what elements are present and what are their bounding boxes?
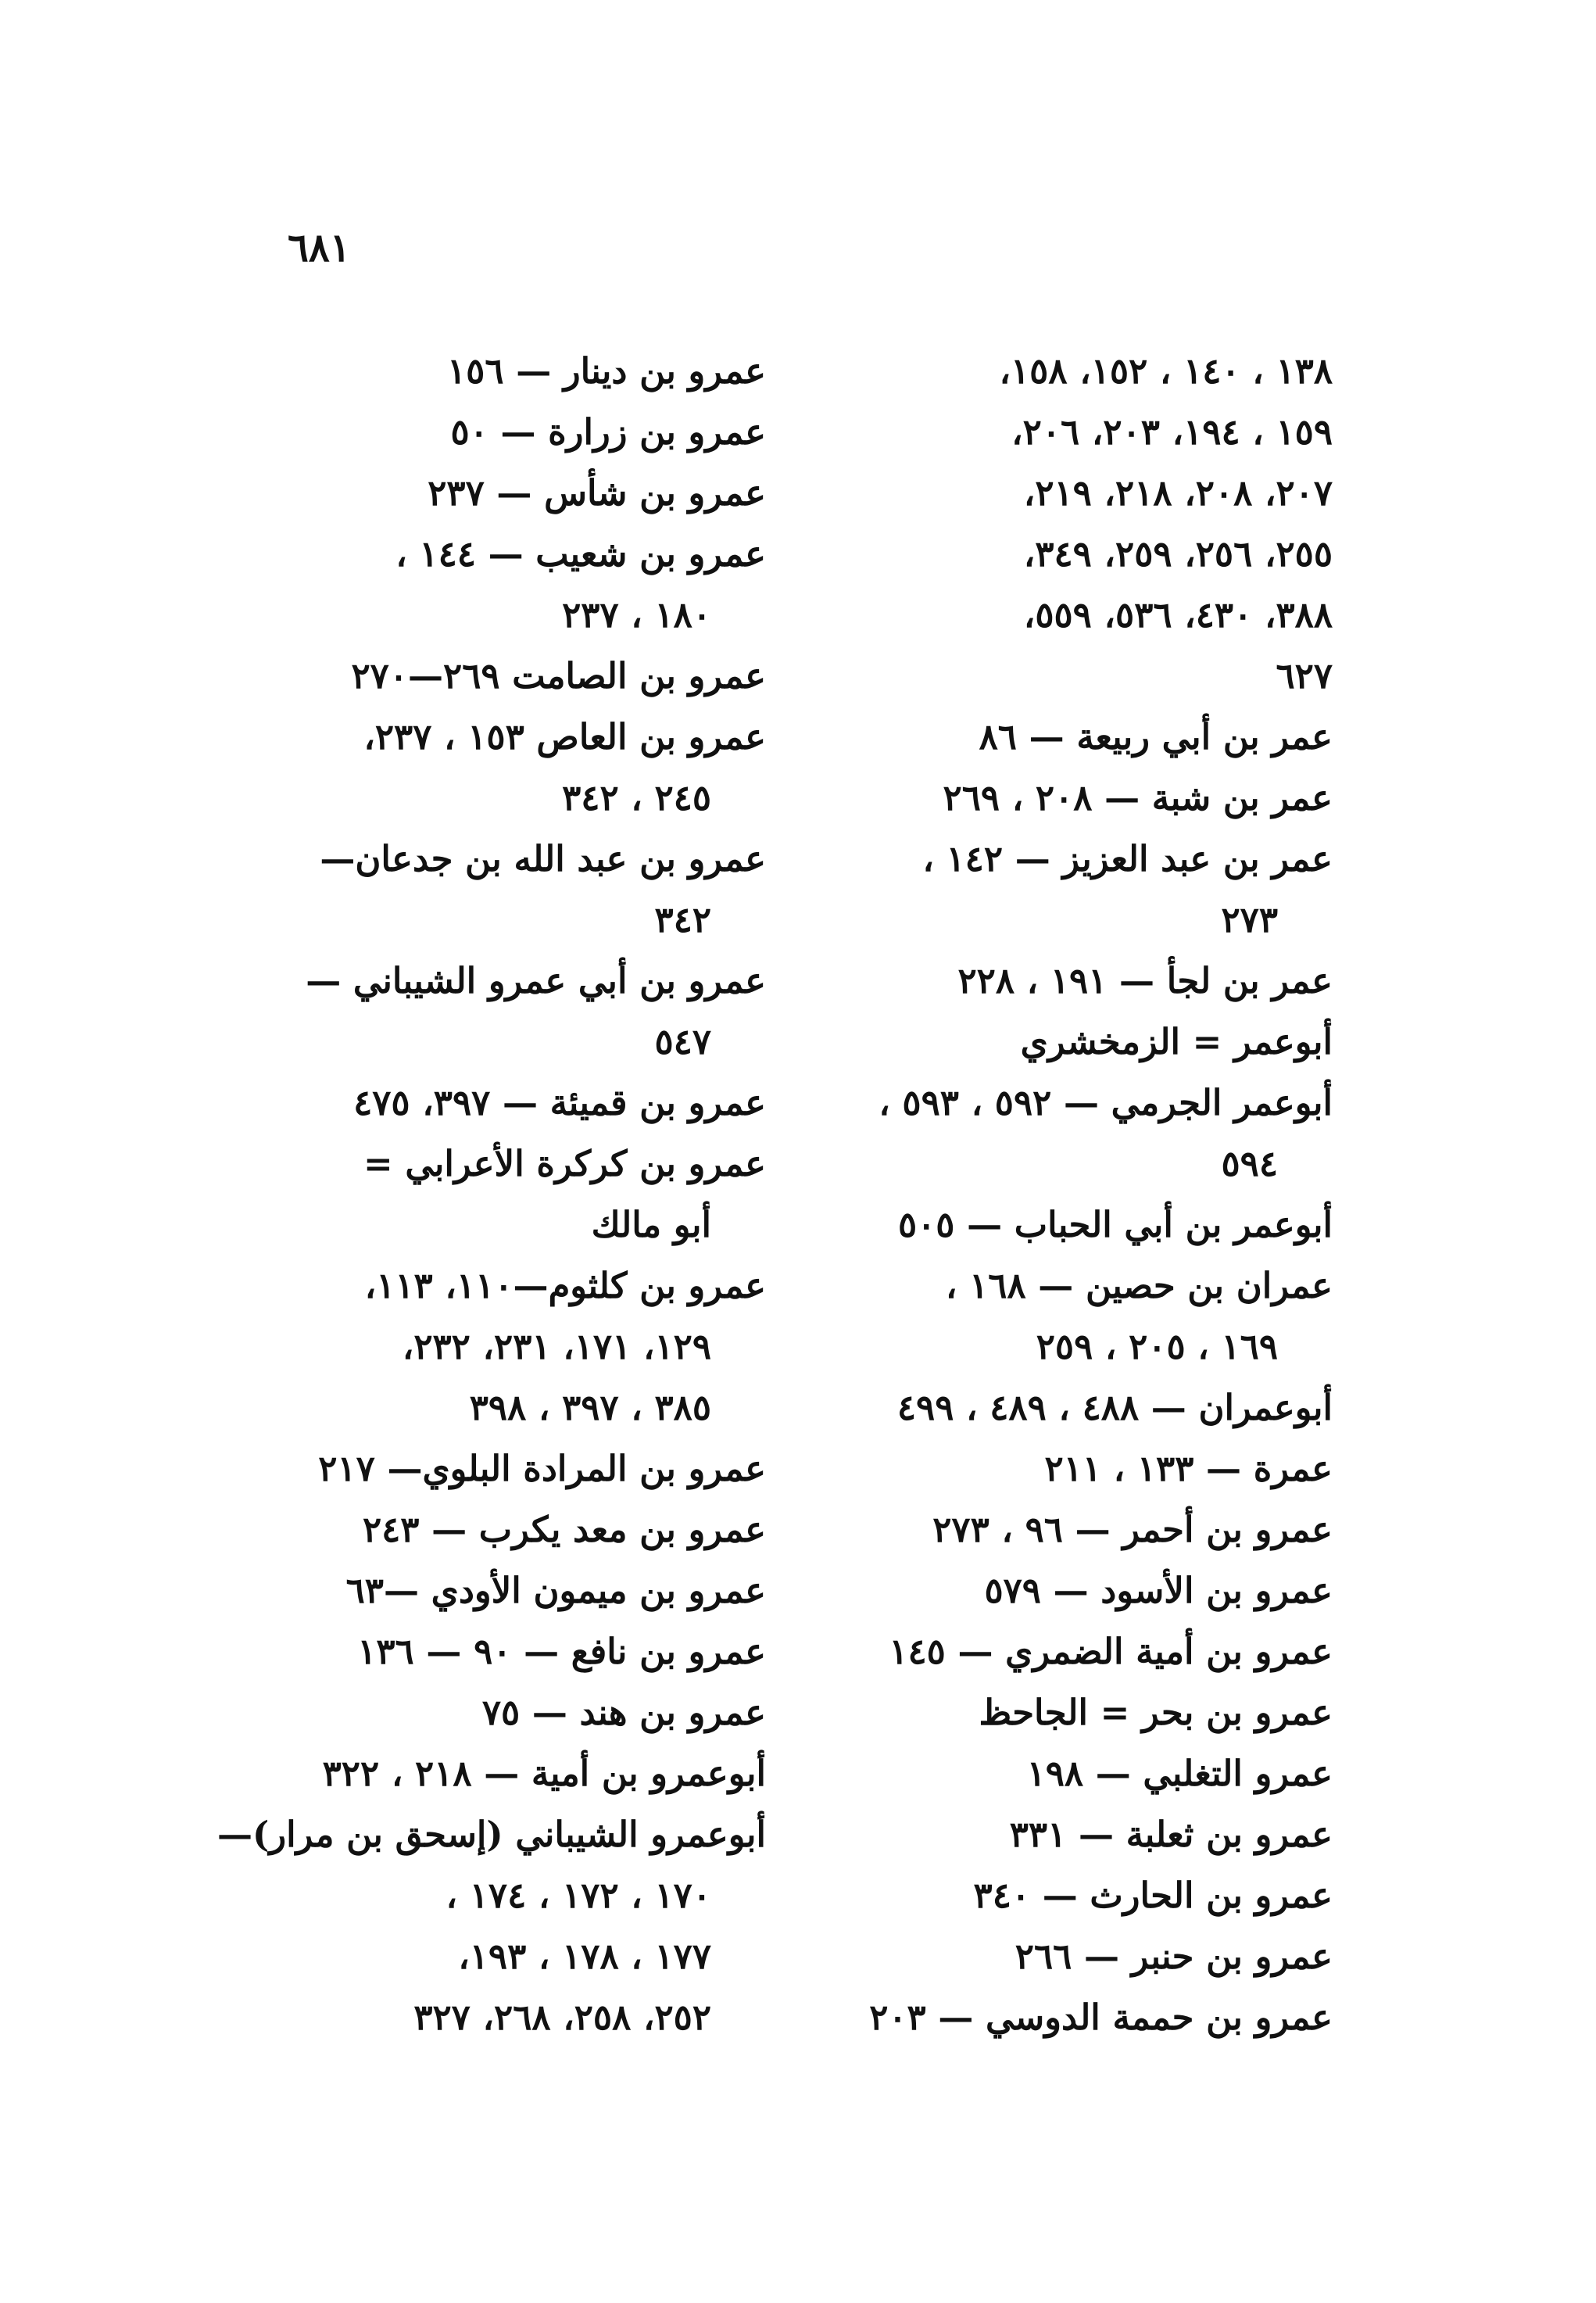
index-entry-line bbox=[805, 1682, 1333, 1743]
entry-continuation: ٢٥٢، ٢٥٨، ٢٦٨، ٣٢٧ bbox=[413, 1997, 711, 2038]
index-entry-line bbox=[805, 1438, 1333, 1499]
index-entry-line bbox=[281, 524, 766, 585]
index-entry-line bbox=[281, 1012, 766, 1073]
index-entry-line bbox=[805, 463, 1333, 524]
entry-continuation: ٢٧٣ bbox=[1221, 899, 1278, 940]
index-entry-line bbox=[281, 768, 766, 829]
index-entry-line bbox=[281, 1255, 766, 1316]
index-entry-line bbox=[281, 951, 766, 1012]
entry-prefix: أبو bbox=[1294, 1387, 1333, 1428]
index-entry-line bbox=[805, 1804, 1333, 1865]
entry-continuation: أبو مالك bbox=[591, 1204, 711, 1245]
index-entry-line bbox=[805, 707, 1333, 768]
index-entry-line bbox=[281, 829, 766, 890]
index-entry-line bbox=[281, 646, 766, 707]
index-entry-line bbox=[805, 1621, 1333, 1682]
index-entry-line bbox=[281, 341, 766, 402]
index-entry-line bbox=[805, 402, 1333, 463]
index-entry-line bbox=[281, 585, 766, 646]
index-entry-line bbox=[281, 707, 766, 768]
entry-continuation: ١٦٩ ، ٢٠٥ ، ٢٥٩ bbox=[1036, 1326, 1278, 1367]
entry-text: عمر بن أبي الحباب — ٥٠٥ bbox=[897, 1204, 1295, 1245]
entry-text: ٦٢٧ bbox=[1276, 655, 1333, 697]
entry-prefix: أبو bbox=[1294, 1082, 1333, 1123]
index-entry-line bbox=[805, 1987, 1333, 2048]
index-entry-line bbox=[281, 890, 766, 951]
entry-prefix: أبو bbox=[728, 1753, 766, 1794]
index-column-left bbox=[217, 341, 766, 2048]
entry-text: عمرو بن كركرة الأعرابي = bbox=[363, 1143, 766, 1184]
entry-text: عمرو بن المرادة البلوي— ٢١٧ bbox=[318, 1448, 766, 1489]
entry-text: عمرو بن دينار — ١٥٦ bbox=[447, 350, 766, 392]
index-entry-line bbox=[281, 1926, 766, 1987]
index-entry-line bbox=[805, 1073, 1333, 1134]
entry-prefix: أبو bbox=[1294, 1021, 1333, 1062]
page-number: ٦٨١ bbox=[288, 224, 351, 270]
index-entry-line bbox=[281, 1499, 766, 1560]
entry-text: عمرو بن شأس — ٢٣٧ bbox=[428, 472, 766, 514]
index-entry-line bbox=[281, 1621, 766, 1682]
index-entry-line bbox=[281, 1134, 766, 1194]
index-entry-line bbox=[805, 829, 1333, 890]
index-entry-line bbox=[281, 1987, 766, 2048]
entry-text: عمرو بن أمية — ٢١٨ ، ٣٢٢ bbox=[322, 1753, 728, 1794]
index-entry-line bbox=[281, 1316, 766, 1377]
entry-text: عمرو بن الصامت ٢٦٩—٢٧٠ bbox=[351, 655, 766, 697]
index-entry-line bbox=[805, 1499, 1333, 1560]
entry-text: عمرو بن عبد الله بن جدعان— bbox=[320, 838, 766, 879]
entry-text: عمرو الشيباني (إسحق بن مرار)— bbox=[217, 1814, 728, 1855]
entry-text: ١٥٩ ، ١٩٤، ٢٠٣، ٢٠٦، bbox=[1011, 411, 1333, 453]
index-entry-line bbox=[805, 768, 1333, 829]
entry-text: عمرو بن زرارة — ٥٠ bbox=[450, 411, 766, 453]
entry-text: عمرو بن ثعلبة — ٣٣١ bbox=[1009, 1814, 1333, 1855]
index-entry-line bbox=[805, 1255, 1333, 1316]
index-entry-line bbox=[805, 1560, 1333, 1621]
entry-text: عمر الجرمي — ٥٩٢ ، ٥٩٣ ، bbox=[879, 1082, 1295, 1123]
entry-text: عمرو بن بحر = الجاحظ bbox=[979, 1692, 1333, 1733]
index-entry-line bbox=[281, 1743, 766, 1804]
entry-continuation: ٣٨٥ ، ٣٩٧ ، ٣٩٨ bbox=[469, 1387, 711, 1428]
entry-text: عمرو بن شعيب — ١٤٤ ، bbox=[395, 533, 766, 575]
index-entry-line bbox=[805, 1865, 1333, 1926]
index-entry-line bbox=[805, 1194, 1333, 1255]
index-entry-line bbox=[805, 1377, 1333, 1438]
index-entry-line bbox=[805, 585, 1333, 646]
index-entry-line bbox=[805, 1134, 1333, 1194]
index-entry-line bbox=[805, 1012, 1333, 1073]
index-entry-line bbox=[281, 1194, 766, 1255]
index-entry-line bbox=[805, 646, 1333, 707]
index-entry-line bbox=[805, 1743, 1333, 1804]
entry-continuation: ١٢٩، ١٧١، ٢٣١، ٢٣٢، bbox=[402, 1326, 711, 1367]
entry-text: عمر بن عبد العزيز — ١٤٢ ، bbox=[922, 838, 1333, 879]
entry-continuation: ٣٤٢ bbox=[654, 899, 711, 940]
entry-text: عمرو بن العاص ١٥٣ ، ٢٣٧، bbox=[363, 716, 766, 758]
entry-text: ١٣٨ ، ١٤٠ ، ١٥٢، ١٥٨، bbox=[999, 350, 1333, 392]
entry-text: عمرو بن الأسود — ٥٧٩ bbox=[984, 1570, 1333, 1611]
entry-text: ٢٥٥، ٢٥٦، ٢٥٩، ٣٤٩، bbox=[1023, 533, 1333, 575]
entry-text: عمران بن حصين — ١٦٨ ، bbox=[945, 1265, 1333, 1306]
entry-continuation: ١٧٧ ، ١٧٨ ، ١٩٣، bbox=[458, 1936, 711, 1977]
entry-text: عمر بن شبة — ٢٠٨ ، ٢٦٩ bbox=[943, 777, 1333, 818]
entry-continuation: ٢٤٥ ، ٣٤٢ bbox=[562, 777, 711, 818]
entry-continuation: ١٨٠ ، ٢٣٧ bbox=[562, 594, 711, 636]
entry-text: عمرو بن نافع — ٩٠ — ١٣٦ bbox=[357, 1631, 766, 1672]
entry-text: عمرو التغلبي — ١٩٨ bbox=[1026, 1753, 1333, 1794]
index-column-right bbox=[805, 341, 1333, 2048]
index-entry-line bbox=[281, 1682, 766, 1743]
index-entry-line bbox=[217, 1804, 766, 1865]
entry-text: عمران — ٤٨٨ ، ٤٨٩ ، ٤٩٩ bbox=[896, 1387, 1295, 1428]
index-entry-line bbox=[281, 1865, 766, 1926]
index-entry-line bbox=[805, 890, 1333, 951]
entry-continuation: ٥٤٧ bbox=[654, 1021, 711, 1062]
entry-text: عمرو بن كلثوم—١١٠، ١١٣، bbox=[364, 1265, 766, 1306]
entry-text: عمرو بن حممة الدوسي — ٢٠٣ bbox=[869, 1997, 1333, 2038]
index-entry-line bbox=[281, 402, 766, 463]
entry-continuation: ١٧٠ ، ١٧٢ ، ١٧٤ ، bbox=[446, 1875, 711, 1916]
entry-continuation: ٥٩٤ bbox=[1221, 1143, 1278, 1184]
entry-text: عمرو بن حنبر — ٢٦٦ bbox=[1014, 1936, 1333, 1977]
entry-text: عمرو بن معد يكرب — ٢٤٣ bbox=[362, 1509, 766, 1550]
index-entry-line bbox=[805, 951, 1333, 1012]
index-entry-line bbox=[805, 524, 1333, 585]
entry-text: عمرو بن ميمون الأودي —٦٣ bbox=[345, 1570, 766, 1611]
index-entry-line bbox=[281, 1438, 766, 1499]
entry-text: عمرو بن أبي عمرو الشيباني — bbox=[306, 960, 766, 1001]
index-entry-line bbox=[281, 1377, 766, 1438]
entry-text: عمرة — ١٣٣ ، ٢١١ bbox=[1044, 1448, 1333, 1489]
entry-text: عمر بن أبي ربيعة — ٨٦ bbox=[979, 716, 1333, 758]
entry-text: عمر بن لجأ — ١٩١ ، ٢٢٨ bbox=[957, 960, 1333, 1001]
entry-text: عمرو بن أمية الضمري — ١٤٥ bbox=[889, 1631, 1333, 1672]
entry-text: عمرو بن الحارث — ٣٤٠ bbox=[973, 1875, 1333, 1916]
entry-text: ٢٠٧، ٢٠٨، ٢١٨، ٢١٩، bbox=[1023, 472, 1333, 514]
index-entry-line bbox=[805, 341, 1333, 402]
entry-text: عمرو بن هند — ٧٥ bbox=[481, 1692, 766, 1733]
entry-prefix: أبو bbox=[1294, 1204, 1333, 1245]
entry-text: ٣٨٨، ٤٣٠، ٥٣٦، ٥٥٩، bbox=[1023, 594, 1333, 636]
index-entry-line bbox=[281, 1073, 766, 1134]
index-entry-line bbox=[805, 1316, 1333, 1377]
index-entry-line bbox=[805, 1926, 1333, 1987]
entry-prefix: أبو bbox=[728, 1814, 766, 1855]
entry-text: عمرو بن أحمر — ٩٦ ، ٢٧٣ bbox=[932, 1509, 1333, 1550]
index-entry-line bbox=[281, 1560, 766, 1621]
index-entry-line bbox=[281, 463, 766, 524]
entry-text: عمر = الزمخشري bbox=[1020, 1021, 1295, 1062]
entry-text: عمرو بن قميئة — ٣٩٧، ٤٧٥ bbox=[353, 1082, 766, 1123]
